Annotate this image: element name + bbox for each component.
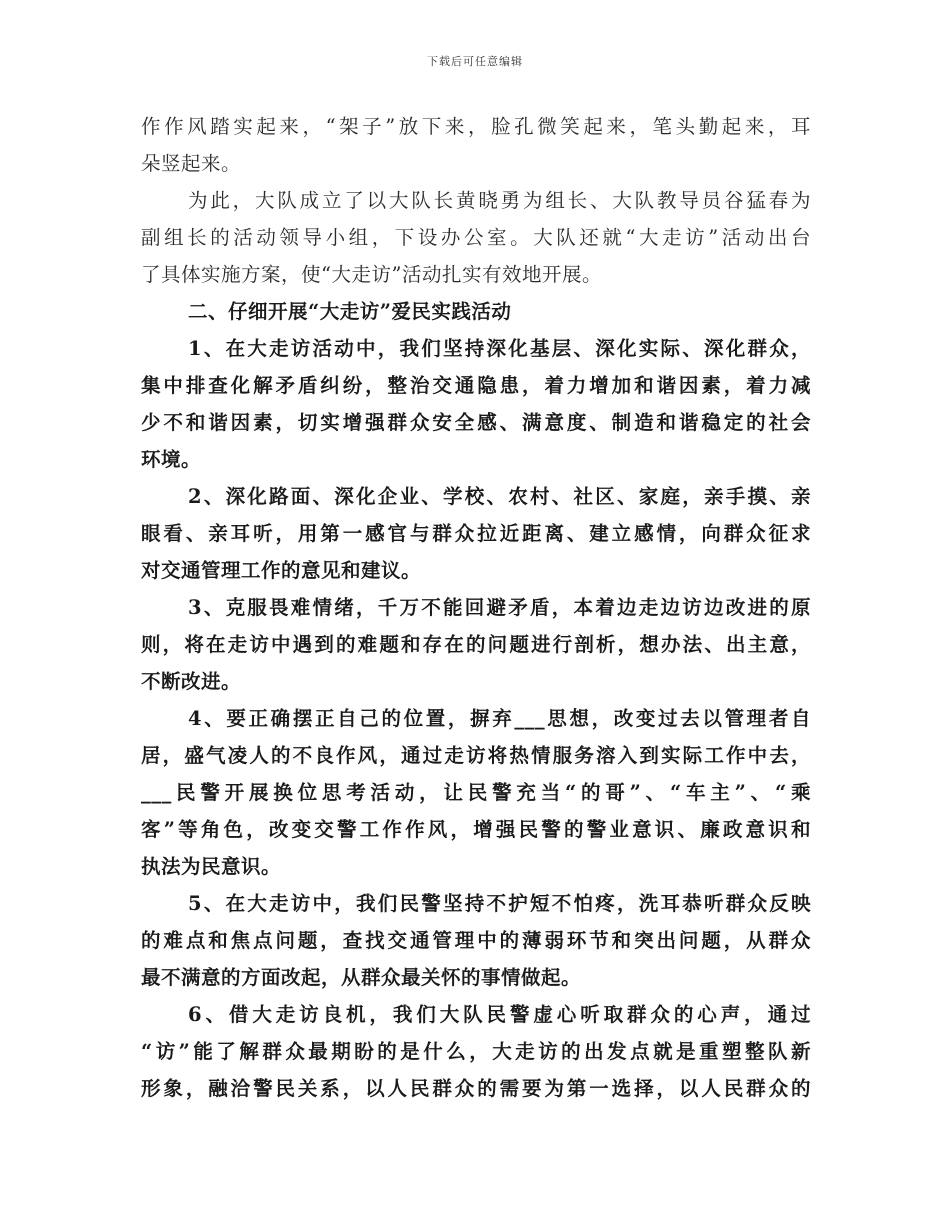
- text-line: 为此，大队成立了以大队长黄晓勇为组长、大队教导员谷猛春为: [188, 189, 811, 212]
- page-header: 下载后可任意编辑: [427, 55, 523, 68]
- text-line: ___民警开展换位思考活动，让民警充当“的哥”、“车主”、“乘: [141, 781, 811, 804]
- text-line: “访”能了解群众最期盼的是什么，大走访的出发点就是重塑整队新: [141, 1040, 811, 1063]
- text-line: 的难点和焦点问题，查找交通管理中的薄弱环节和突出问题，从群众: [141, 929, 811, 952]
- section-heading: 二、仔细开展“大走访”爱民实践活动: [188, 300, 512, 323]
- text-line: 眼看、亲耳听，用第一感官与群众拉近距离、建立感情，向群众征求: [141, 522, 811, 545]
- text-line: 不断改进。: [141, 670, 242, 693]
- text-line: 集中排查化解矛盾纠纷，整治交通隐患，着力增加和谐因素，着力减: [141, 374, 811, 397]
- text-line: 5、在大走访中，我们民警坚持不护短不怕疼，洗耳恭听群众反映: [188, 892, 811, 915]
- text-line: 6、借大走访良机，我们大队民警虚心听取群众的心声，通过: [188, 1003, 811, 1026]
- text-line: 1、在大走访活动中，我们坚持深化基层、深化实际、深化群众，: [188, 337, 811, 360]
- text-line: 对交通管理工作的意见和建议。: [141, 559, 422, 582]
- text-line: 最不满意的方面改起，从群众最关怀的事情做起。: [141, 966, 582, 989]
- text-line: 则，将在走访中遇到的难题和存在的问题进行剖析，想办法、出主意，: [141, 633, 811, 656]
- text-line: 环境。: [141, 448, 202, 471]
- text-line: 4、要正确摆正自己的位置，摒弃___思想，改变过去以管理者自: [188, 707, 811, 730]
- text-line: 2、深化路面、深化企业、学校、农村、社区、家庭，亲手摸、亲: [188, 485, 811, 508]
- text-line: 少不和谐因素，切实增强群众安全感、满意度、制造和谐稳定的社会: [141, 411, 811, 434]
- text-line: 3、克服畏难情绪，千万不能回避矛盾，本着边走边访边改进的原: [188, 596, 811, 619]
- text-line: 客”等角色，改变交警工作作风，增强民警的警业意识、廉政意识和: [141, 818, 811, 841]
- text-line: 了具体实施方案，使“大走访”活动扎实有效地开展。: [141, 263, 602, 286]
- text-line: 居，盛气凌人的不良作风，通过走访将热情服务溶入到实际工作中去，: [141, 744, 811, 767]
- text-line: 副组长的活动领导小组，下设办公室。大队还就“大走访”活动出台: [141, 226, 811, 249]
- text-line: 朵竖起来。: [141, 152, 242, 175]
- text-line: 执法为民意识。: [141, 855, 282, 878]
- text-line: 形象，融洽警民关系，以人民群众的需要为第一选择，以人民群众的: [141, 1077, 811, 1100]
- text-line: 作作风踏实起来，“架子”放下来，脸孔微笑起来，笔头勤起来，耳: [141, 115, 811, 138]
